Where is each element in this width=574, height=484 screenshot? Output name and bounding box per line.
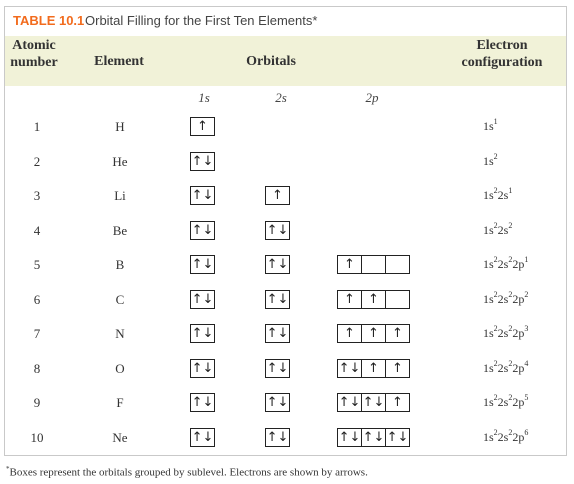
orbital-box: ↑ [385, 324, 410, 343]
header-atomic-line2: number [10, 55, 58, 70]
orbital-box [385, 255, 410, 274]
config-sublevel: 1s [483, 223, 494, 237]
orbital-box: ↑↓ [338, 430, 361, 445]
footnote-text: Boxes represent the orbitals grouped by sublevel. Electrons are shown by arrows. [9, 466, 368, 479]
orbital-2s [265, 255, 290, 274]
config-electron-count: 2 [508, 324, 513, 333]
config-electron-count: 1 [524, 255, 529, 264]
electron-configuration [483, 325, 528, 341]
element-symbol: Li [114, 188, 126, 203]
orbital-box: ↑ [361, 324, 386, 343]
config-sublevel: 1s [483, 361, 494, 375]
config-electron-count: 2 [508, 290, 513, 299]
orbital-box: ↑ [361, 290, 386, 309]
orbital-box: ↑↓ [191, 361, 214, 376]
config-sublevel: 1s [483, 430, 494, 444]
electron-configuration [483, 429, 528, 445]
table-title: Orbital Filling for the First Ten Elements* [85, 13, 318, 28]
orbital-box: ↑↓ [338, 361, 361, 376]
header-config-line1: Electron [476, 38, 528, 53]
orbital-box: ↑↓ [266, 430, 289, 445]
orbital-2s [265, 221, 290, 240]
orbital-2s [265, 290, 290, 309]
orbital-box: ↑↓ [191, 326, 214, 341]
element-symbol: C [115, 292, 125, 307]
config-electron-count: 2 [493, 221, 498, 230]
element-symbol: Ne [112, 430, 128, 445]
config-sublevel: 1s [483, 395, 494, 409]
electron-configuration [483, 360, 528, 376]
orbital-box: ↑↓ [362, 430, 385, 445]
config-electron-count: 2 [493, 186, 498, 195]
orbital-1s [190, 324, 215, 343]
orbital-box: ↑↓ [191, 430, 214, 445]
atomic-number: 9 [33, 395, 41, 410]
config-electron-count: 2 [524, 290, 529, 299]
config-sublevel: 2s [497, 326, 509, 340]
config-sublevel: 2p [512, 395, 525, 409]
electron-configuration [483, 256, 528, 272]
electron-configuration [483, 222, 512, 238]
element-symbol: He [112, 154, 128, 169]
orbital-2s [265, 428, 290, 447]
orbital-box: ↑↓ [191, 292, 214, 307]
orbital-box: ↑↓ [266, 292, 289, 307]
config-electron-count: 2 [508, 255, 513, 264]
atomic-number: 5 [33, 257, 41, 272]
config-electron-count: 4 [524, 359, 529, 368]
config-electron-count: 1 [493, 117, 498, 126]
header-atomic-number [4, 37, 64, 71]
footnote-mark: * [6, 465, 10, 473]
config-sublevel: 2s [497, 292, 509, 306]
orbital-box [385, 290, 410, 309]
orbital-1s [190, 152, 215, 171]
orbital-2p [337, 359, 410, 378]
electron-configuration [483, 118, 498, 134]
config-electron-count: 2 [508, 359, 513, 368]
electron-configuration [483, 394, 528, 410]
orbital-1s [190, 359, 215, 378]
sublevel-2p: 2p [365, 90, 379, 105]
orbital-box: ↑↓ [386, 430, 409, 445]
atomic-number: 2 [33, 154, 41, 169]
config-sublevel: 2s [497, 257, 509, 271]
orbital-box: ↑ [385, 393, 410, 412]
config-sublevel: 2p [512, 430, 525, 444]
orbital-box: ↑↓ [338, 395, 361, 410]
footnote [6, 465, 368, 479]
orbital-2p [337, 393, 410, 412]
config-electron-count: 2 [508, 393, 513, 402]
orbital-1s [190, 428, 215, 447]
atomic-number: 4 [33, 223, 41, 238]
config-sublevel: 2p [512, 292, 525, 306]
element-symbol: H [115, 119, 125, 134]
config-electron-count: 2 [493, 428, 498, 437]
config-electron-count: 2 [493, 152, 498, 161]
orbital-box: ↑↓ [191, 257, 214, 272]
orbital-2p [337, 428, 410, 447]
orbital-2s [265, 359, 290, 378]
orbital-2p [337, 290, 410, 309]
orbital-box: ↑↓ [191, 154, 214, 169]
orbital-box: ↑ [265, 186, 290, 205]
orbital-box: ↑↓ [191, 188, 214, 203]
atomic-number: 3 [33, 188, 41, 203]
orbital-2s [265, 393, 290, 412]
orbital-box: ↑↓ [266, 395, 289, 410]
electron-configuration [483, 153, 498, 169]
table-label: TABLE 10.1 [13, 13, 85, 28]
orbital-2s [265, 324, 290, 343]
config-electron-count: 3 [524, 324, 529, 333]
header-element: Element [94, 54, 144, 69]
header-config-line2: configuration [461, 55, 543, 70]
config-sublevel: 1s [483, 292, 494, 306]
table-title-bar [5, 7, 566, 35]
config-sublevel: 2s [497, 430, 509, 444]
orbital-1s [190, 117, 215, 136]
atomic-number: 1 [33, 119, 41, 134]
config-electron-count: 2 [493, 359, 498, 368]
orbital-box: ↑↓ [191, 223, 214, 238]
electron-configuration [483, 291, 528, 307]
orbital-box: ↑↓ [362, 395, 385, 410]
orbital-box: ↑ [337, 255, 362, 274]
config-electron-count: 2 [493, 290, 498, 299]
orbital-1s [190, 186, 215, 205]
config-sublevel: 2s [497, 361, 509, 375]
atomic-number: 7 [33, 326, 41, 341]
orbital-2p [337, 324, 410, 343]
config-electron-count: 1 [508, 186, 513, 195]
orbital-box: ↑↓ [266, 223, 289, 238]
orbital-1s [190, 221, 215, 240]
orbital-box: ↑ [361, 359, 386, 378]
orbital-box [361, 255, 386, 274]
orbital-box: ↑ [337, 324, 362, 343]
orbital-box: ↑↓ [266, 361, 289, 376]
config-sublevel: 1s [483, 119, 494, 133]
config-sublevel: 2p [512, 361, 525, 375]
config-sublevel: 1s [483, 154, 494, 168]
element-symbol: N [115, 326, 125, 341]
electron-configuration [483, 187, 512, 203]
config-sublevel: 1s [483, 257, 494, 271]
element-symbol: Be [112, 223, 128, 238]
atomic-number: 10 [30, 430, 44, 445]
config-electron-count: 6 [524, 428, 529, 437]
orbital-box: ↑ [385, 359, 410, 378]
config-sublevel: 1s [483, 188, 494, 202]
orbital-box: ↑↓ [266, 326, 289, 341]
orbital-1s [190, 290, 215, 309]
config-electron-count: 2 [508, 428, 513, 437]
orbital-1s [190, 393, 215, 412]
config-electron-count: 2 [493, 324, 498, 333]
element-symbol: F [116, 395, 124, 410]
orbital-1s [190, 255, 215, 274]
header-electron-configuration [452, 37, 552, 71]
config-sublevel: 2p [512, 257, 525, 271]
element-symbol: O [115, 361, 125, 376]
atomic-number: 8 [33, 361, 41, 376]
config-sublevel: 2s [497, 223, 509, 237]
orbital-box: ↑↓ [266, 257, 289, 272]
orbital-2p [337, 255, 410, 274]
sublevel-2s: 2s [275, 90, 287, 105]
orbital-box: ↑ [190, 117, 215, 136]
config-electron-count: 2 [493, 393, 498, 402]
header-orbitals: Orbitals [246, 54, 296, 69]
orbital-2s [265, 186, 290, 205]
config-sublevel: 1s [483, 326, 494, 340]
config-electron-count: 2 [493, 255, 498, 264]
orbital-box: ↑ [337, 290, 362, 309]
sublevel-1s: 1s [198, 90, 210, 105]
config-sublevel: 2s [497, 188, 509, 202]
config-sublevel: 2p [512, 326, 525, 340]
config-electron-count: 5 [524, 393, 529, 402]
header-atomic-line1: Atomic [12, 38, 56, 53]
config-electron-count: 2 [508, 221, 513, 230]
atomic-number: 6 [33, 292, 41, 307]
element-symbol: B [115, 257, 125, 272]
orbital-box: ↑↓ [191, 395, 214, 410]
config-sublevel: 2s [497, 395, 509, 409]
